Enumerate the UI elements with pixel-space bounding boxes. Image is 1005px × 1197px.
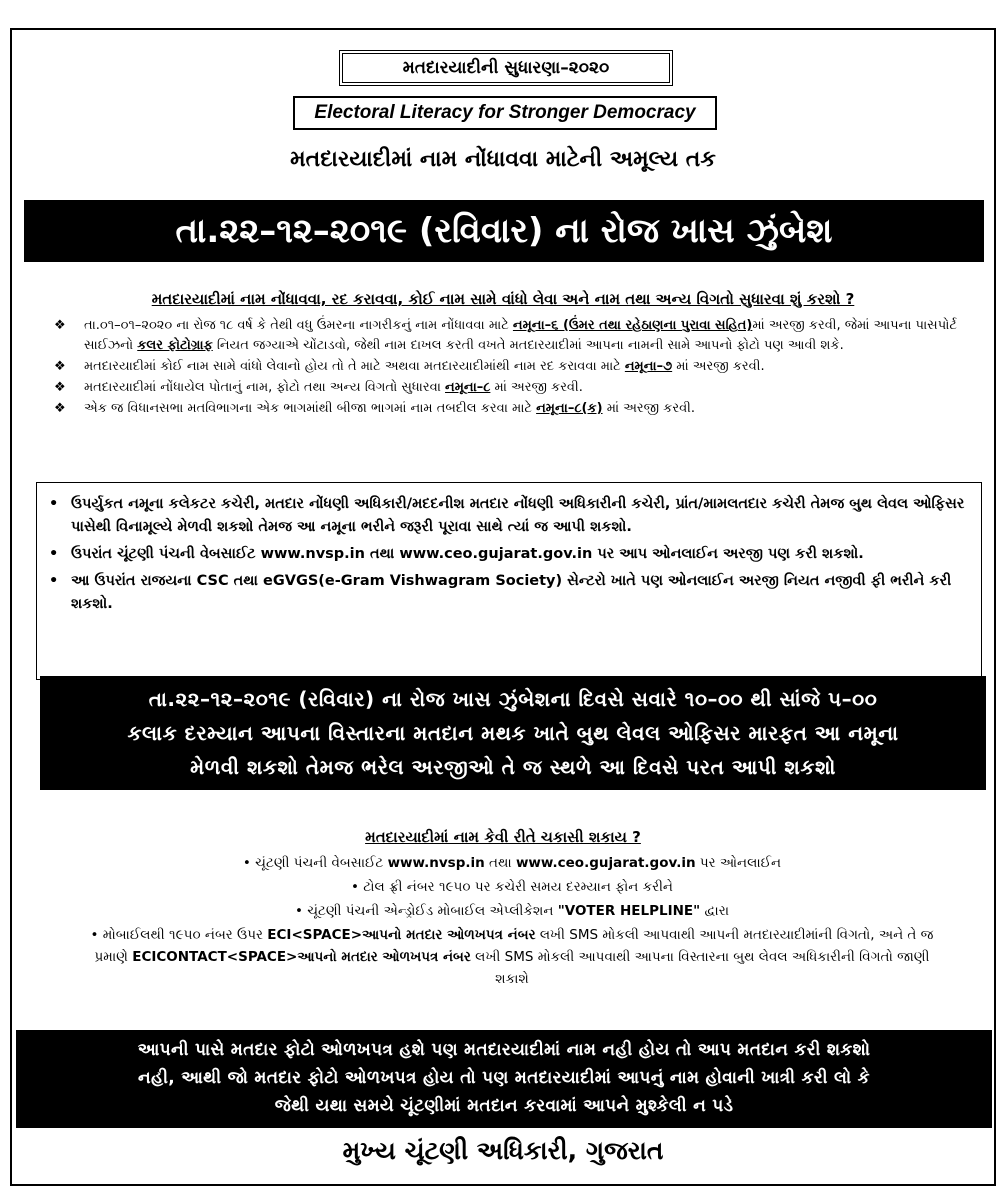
- voter-helpline-app: "VOTER HELPLINE": [557, 903, 701, 919]
- tagline: Electoral Literacy for Stronger Democracy: [293, 96, 717, 130]
- list-item: • ઉપર્યુકત નમૂના કલેકટર કચેરી, મતદાર નોંધણી અધિકારી/મદદનીશ મતદાર નોંધણી અધિકારીની કચેરી, પ્રાંત/મામલતદાર કચેરી તેમજ બુથ લેવલ ઓફિસર પાસેથી વિનામૂલ્યે મેળવી શકશો તેમજ આ નમૂના ભરીને જરૂરી પૂરાવા સાથે ત્યાં જ આપી શકશો.: [71, 493, 967, 539]
- form-instructions-list: [54, 316, 974, 420]
- warning-band: આપની પાસે મતદાર ફોટો ઓળખપત્ર હશે પણ મતદારયાદીમાં નામ નહી હોય તો આપ મતદાન કરી શકશો નહી, આથી જો મતદાર ફોટો ઓળખપત્ર હોય તો પણ મતદારયાદીમાં આપનું નામ હોવાની ખાત્રી કરી લો કે જેથી યથા સમયે ચૂંટણીમાં મતદાન કરવામાં આપને મુશ્કેલી ન પડે: [16, 1030, 992, 1128]
- list-item: ❖ મતદારયાદીમાં કોઈ નામ સામે વાંધો લેવાનો હોય તો તે માટે અથવા મતદારયાદીમાંથી નામ રદ કરાવવા માટે નમૂના–૭ માં અરજી કરવી.: [54, 357, 974, 377]
- list-item: ❖ એક જ વિધાનસભા મતવિભાગના એક ભાગમાંથી બીજા ભાગમાં નામ તબદીલ કરવા માટે નમૂના–૮(ક) માં અરજી કરવી.: [54, 399, 974, 419]
- info-box: [36, 482, 982, 680]
- campaign-details-band: તા.૨૨–૧૨–૨૦૧૯ (રવિવાર) ના રોજ ખાસ ઝુંબેશના દિવસે સવારે ૧૦–૦૦ થી સાંજે ૫–૦૦ કલાક દરમ્યાન આપના વિસ્તારના મતદાન મથક ખાતે બુથ લેવલ ઓફિસર મારફત આ નમૂના મેળવી શકશો તેમજ ભરેલ અરજીઓ તે જ સ્થળે આ દિવસે પરત આપી શકશો: [40, 676, 986, 790]
- campaign-date-band: તા.૨૨–૧૨–૨૦૧૯ (રવિવાર) ના રોજ ખાસ ઝુંબેશ: [24, 200, 984, 262]
- bullet-icon: •: [351, 879, 359, 895]
- diamond-bullet-icon: ❖: [54, 359, 66, 374]
- list-item: • મોબાઈલથી ૧૯૫૦ નંબર ઉપર ECI<SPACE>આપનો મતદાર ઓળખપત્ર નંબર લખી SMS મોકલી આપવાથી આપની મતદારયાદીમાંની વિગતો, અને તે જ પ્રમાણે ECICONTACT<SPACE>આપનો મતદાર ઓળખપત્ર નંબર લખી SMS મોકલી આપવાથી આપના વિસ્તારના બુથ લેવલ અધિકારીની વિગતો જાણી શકાશે: [90, 927, 934, 987]
- list-item: ❖ તા.૦૧–૦૧–૨૦૨૦ ના રોજ ૧૮ વર્ષ કે તેથી વધુ ઉંમરના નાગરીકનું નામ નોંધાવવા માટે નમૂના–૬ (ઉંમર તથા રહેઠાણના પુરાવા સહિત)માં અરજી કરવી, જેમાં આપના પાસપોર્ટ સાઈઝનો કલર ફોટોગ્રાફ નિયત જગ્યાએ ચોંટાડવો, જેથી નામ દાખલ કરતી વખતે મતદારયાદીમાં આપના નામની સામે આપનો ફોટો પણ આવી શકે.: [54, 318, 957, 353]
- diamond-bullet-icon: ❖: [54, 401, 66, 416]
- color-photo-label: કલર ફોટોગ્રાફ: [137, 338, 213, 353]
- form-8-label: નમૂના–૮: [445, 380, 491, 395]
- subtitle: મતદારયાદીમાં નામ નોંધાવવા માટેની અમૂલ્ય તક: [290, 147, 716, 172]
- bullet-icon: •: [49, 496, 59, 512]
- ceo-gujarat-link: www.ceo.gujarat.gov.in: [515, 855, 696, 871]
- nvsp-link: www.nvsp.in: [387, 855, 485, 871]
- what-to-do-heading: મતદારયાદીમાં નામ નોંધાવવા, રદ કરાવવા, કોઈ નામ સામે વાંધો લેવા અને નામ તથા અન્ય વિગતો સુધારવા શું કરશો ?: [151, 290, 855, 308]
- check-methods-list: [82, 852, 942, 992]
- diamond-bullet-icon: ❖: [54, 318, 66, 333]
- diamond-bullet-icon: ❖: [54, 380, 66, 395]
- form-7-label: નમૂના–૭: [624, 359, 673, 374]
- list-item: • ચૂંટણી પંચની વેબસાઈટ www.nvsp.in તથા www.ceo.gujarat.gov.in પર ઓનલાઈન: [242, 855, 782, 871]
- list-item: • ટોલ ફ્રી નંબર ૧૯૫૦ પર કચેરી સમય દરમ્યાન ફોન કરીને: [351, 879, 673, 895]
- bullet-icon: •: [90, 927, 99, 943]
- bullet-icon: •: [294, 903, 303, 919]
- list-item: • આ ઉપરાંત રાજયના CSC તથા eGVGS(e-Gram Vishwagram Society) સેન્ટરો ખાતે પણ ઓનલાઈન અરજી નિયત નજીવી ફી ભરીને કરી શકશો.: [71, 570, 967, 616]
- form-6-label: નમૂના–૬ (ઉંમર તથા રહેઠાણના પુરાવા સહિત): [512, 318, 753, 333]
- list-item: ❖ મતદારયાદીમાં નોંધાયેલ પોતાનું નામ, ફોટો તથા અન્ય વિગતો સુધારવા નમૂના–૮ માં અરજી કરવી.: [54, 378, 974, 398]
- list-item: • ચૂંટણી પંચની એન્ડ્રોઈડ મોબાઈલ એપ્લીકેશન "VOTER HELPLINE" દ્વારા: [294, 903, 730, 919]
- list-item: • ઉપરાંત ચૂંટણી પંચની વેબસાઈટ www.nvsp.in તથા www.ceo.gujarat.gov.in પર આપ ઓનલાઈન અરજી પણ કરી શકશો.: [71, 543, 967, 566]
- notice-title: મતદારયાદીની સુધારણા–૨૦૨૦: [339, 50, 673, 86]
- issuer-footer: મુખ્ય ચૂંટણી અધિકારી, ગુજરાત: [342, 1136, 664, 1165]
- check-heading: મતદારયાદીમાં નામ કેવી રીતે ચકાસી શકાય ?: [365, 828, 641, 846]
- bullet-icon: •: [49, 546, 59, 562]
- form-8k-label: નમૂના–૮(ક): [536, 401, 603, 416]
- notice-sheet: [10, 28, 996, 1186]
- bullet-icon: •: [49, 573, 59, 589]
- bullet-icon: •: [242, 855, 251, 871]
